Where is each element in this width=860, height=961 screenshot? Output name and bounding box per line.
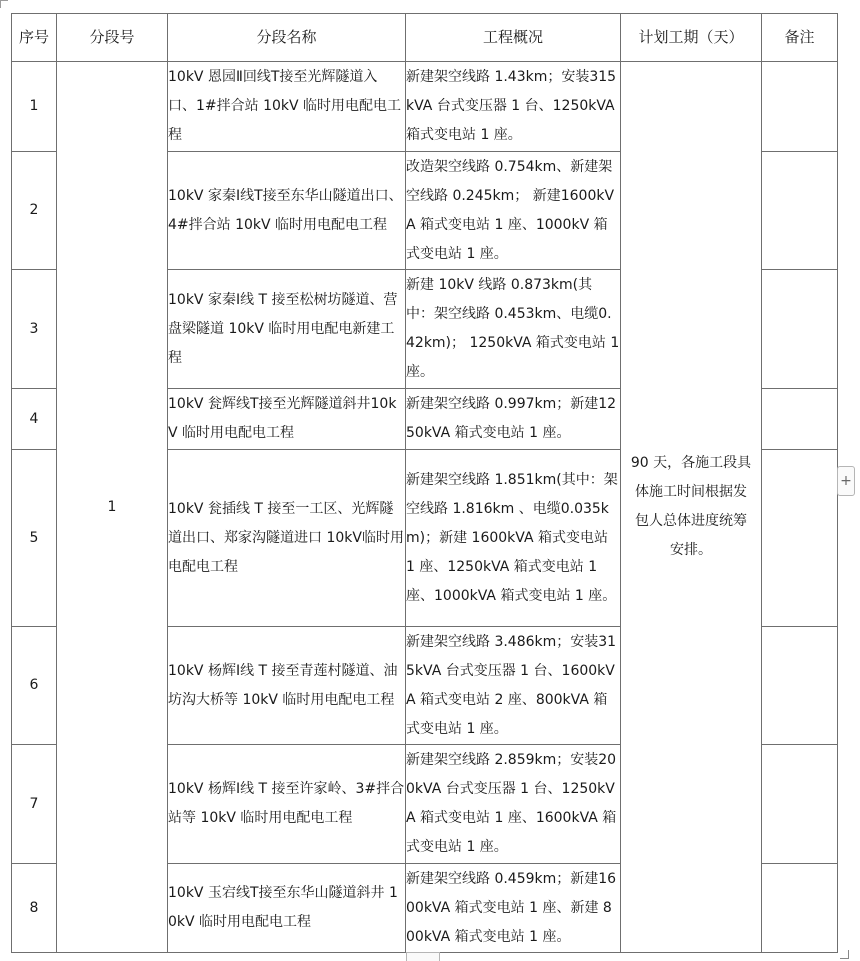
add-row-handle[interactable] <box>406 952 440 961</box>
row-remark[interactable] <box>762 62 838 152</box>
header-plan: 计划工期（天） <box>621 14 762 62</box>
row-overview[interactable]: 新建架空线路 1.43km；安装315kVA 台式变压器 1 台、1250kVA 箱式变电站 1 座。 <box>406 62 621 152</box>
row-overview[interactable]: 新建架空线路 3.486km；安装315kVA 台式变压器 1 台、1600kVA 箱式变电站 2 座、800kVA 箱式变电站 1 座。 <box>406 627 621 745</box>
row-seq[interactable]: 4 <box>12 389 57 450</box>
row-remark[interactable] <box>762 864 838 953</box>
row-remark[interactable] <box>762 152 838 270</box>
row-seq[interactable]: 3 <box>12 270 57 389</box>
plan-line: 体施工时间根据发 <box>635 484 747 500</box>
row-overview[interactable]: 改造架空线路 0.754km、新建架空线路 0.245km； 新建1600kVA 箱式变电站 1 座、1000kV 箱式变电站 1 座。 <box>406 152 621 270</box>
table-move-handle[interactable] <box>0 0 8 8</box>
row-remark[interactable] <box>762 389 838 450</box>
row-remark[interactable] <box>762 627 838 745</box>
row-seq[interactable]: 7 <box>12 745 57 864</box>
plan-line: 包人总体进度统筹 <box>635 513 747 529</box>
header-section-name: 分段名称 <box>168 14 406 62</box>
row-overview[interactable]: 新建架空线路 2.859km；安装200kVA 台式变压器 1 台、1250kVA 箱式变电站 1 座、1600kVA 箱式变电站 1 座。 <box>406 745 621 864</box>
section-table <box>11 13 838 953</box>
plan-cell[interactable] <box>621 62 762 953</box>
row-name[interactable]: 10kV 恩园Ⅱ回线T接至光辉隧道入口、1#拌合站 10kV 临时用电配电工程 <box>168 62 406 152</box>
row-seq[interactable]: 1 <box>12 62 57 152</box>
add-column-button[interactable]: + <box>837 466 855 496</box>
row-remark[interactable] <box>762 745 838 864</box>
header-overview: 工程概况 <box>406 14 621 62</box>
row-seq[interactable]: 6 <box>12 627 57 745</box>
row-name[interactable]: 10kV 瓮插线 T 接至一工区、光辉隧道出口、郑家沟隧道进口 10kV临时用电配电工程 <box>168 450 406 627</box>
row-remark[interactable] <box>762 450 838 627</box>
row-name[interactable]: 10kV 杨辉Ⅰ线 T 接至许家岭、3#拌合站等 10kV 临时用电配电工程 <box>168 745 406 864</box>
table-row <box>12 62 838 152</box>
row-overview[interactable]: 新建架空线路 0.997km；新建1250kVA 箱式变电站 1 座。 <box>406 389 621 450</box>
table-header-row <box>12 14 838 62</box>
row-name[interactable]: 10kV 玉宕线T接至东华山隧道斜井 10kV 临时用电配电工程 <box>168 864 406 953</box>
row-remark[interactable] <box>762 270 838 389</box>
row-name[interactable]: 10kV 瓮辉线T接至光辉隧道斜井10kV 临时用电配电工程 <box>168 389 406 450</box>
row-name[interactable]: 10kV 家秦Ⅰ线T接至东华山隧道出口、4#拌合站 10kV 临时用电配电工程 <box>168 152 406 270</box>
plan-line: 90 天，各施工段具 <box>630 455 752 471</box>
row-overview[interactable]: 新建架空线路 1.851km(其中：架空线路 1.816km 、电缆0.035km)；新建 1600kVA 箱式变电站 1 座、1250kVA 箱式变电站 1 座、1000kVA 箱式变电站 1 座。 <box>406 450 621 627</box>
row-seq[interactable]: 2 <box>12 152 57 270</box>
table-resize-handle[interactable] <box>840 950 849 959</box>
row-seq[interactable]: 5 <box>12 450 57 627</box>
header-section-no: 分段号 <box>57 14 168 62</box>
row-seq[interactable]: 8 <box>12 864 57 953</box>
row-overview[interactable]: 新建架空线路 0.459km；新建1600kVA 箱式变电站 1 座、新建 800kVA 箱式变电站 1 座。 <box>406 864 621 953</box>
row-name[interactable]: 10kV 杨辉Ⅰ线 T 接至青莲村隧道、油坊沟大桥等 10kV 临时用电配电工程 <box>168 627 406 745</box>
row-name[interactable]: 10kV 家秦Ⅰ线 T 接至松树坊隧道、营盘梁隧道 10kV 临时用电配电新建工程 <box>168 270 406 389</box>
row-overview[interactable]: 新建 10kV 线路 0.873km(其中：架空线路 0.453km、电缆0.42km)； 1250kVA 箱式变电站 1 座。 <box>406 270 621 389</box>
header-seq: 序号 <box>12 14 57 62</box>
header-remarks: 备注 <box>762 14 838 62</box>
plan-line: 安排。 <box>670 542 712 558</box>
section-no-cell[interactable]: 1 <box>57 62 168 953</box>
